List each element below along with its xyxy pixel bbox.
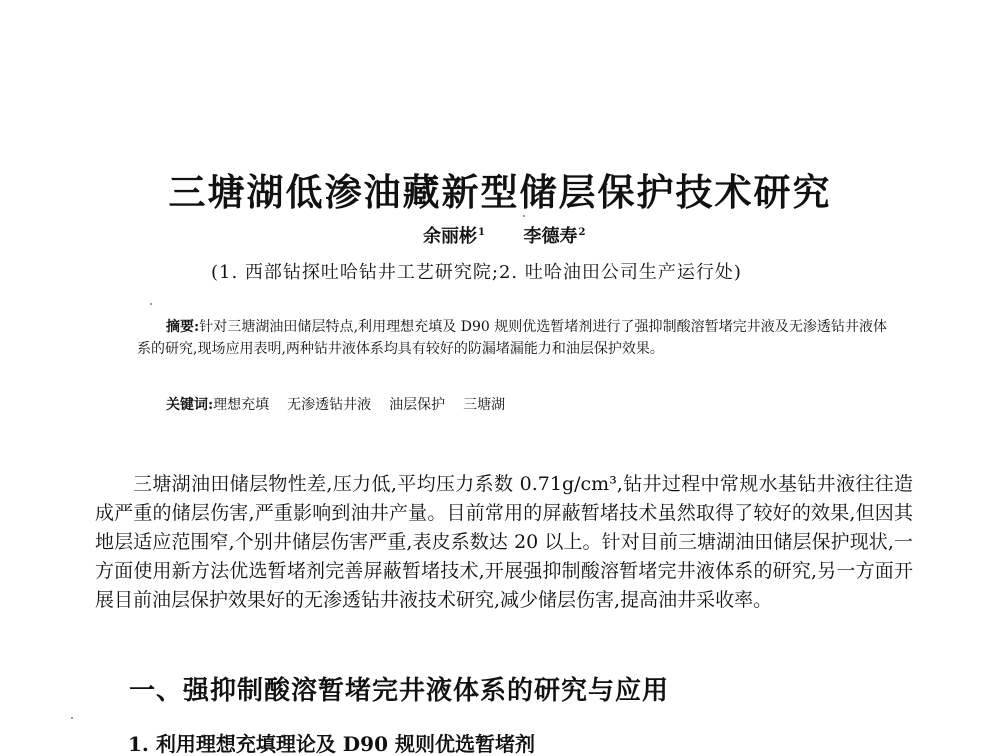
affiliations: (1. 西部钻探吐哈钻井工艺研究院;2. 吐哈油田公司生产运行处) [211,262,742,283]
abstract [137,316,887,360]
keywords [137,394,523,416]
abstract-label: 摘要: [166,319,200,335]
keyword: 理想充填 [213,397,270,413]
abstract-text: 针对三塘湖油田储层特点,利用理想充填及 D90 规则优选暂堵剂进行了强抑制酸溶暂堵完井液及无渗透钻井液体系的研究,现场应用表明,两种钻井液体系均具有较好的防漏堵漏能力和油层保护效果。 [137,319,888,357]
keyword: 无渗透钻井液 [287,397,372,413]
keyword: 油层保护 [389,397,446,413]
subsection-heading: 1. 利用理想充填理论及 D90 规则优选暂堵剂 [128,732,535,756]
body-paragraph: 三塘湖油田储层物性差,压力低,平均压力系数 0.71g/cm³,钻井过程中常规水基钻井液往往造成严重的储层伤害,严重影响到油井产量。目前常用的屏蔽暂堵技术虽然取得了较好的效果,但因其地层适应范围窄,个别井储层伤害严重,表皮系数达 20 以上。针对目前三塘湖油田储层保护现状,一方面使用新方法优选暂堵剂完善屏蔽暂堵技术,开展强抑制酸溶暂堵完井液体系的研究,另一方面开展目前油层保护效果好的无渗透钻井液技术研究,减少储层伤害,提高油井采收率。 [95,473,913,611]
author-name: 李德寿 [523,226,578,247]
author-affiliation-marker: 2 [578,227,586,238]
author-name: 余丽彬 [423,226,477,247]
section-heading: 一、强抑制酸溶暂堵完井液体系的研究与应用 [129,675,670,706]
keyword: 三塘湖 [463,397,506,413]
scan-speck [150,303,152,305]
scan-speck [71,717,73,719]
keywords-label: 关键词: [166,397,214,413]
scan-speck [523,215,525,217]
paper-title: 三塘湖低渗油藏新型储层保护技术研究 [168,169,832,214]
author-list [423,224,586,250]
author-affiliation-marker: 1 [478,227,485,238]
